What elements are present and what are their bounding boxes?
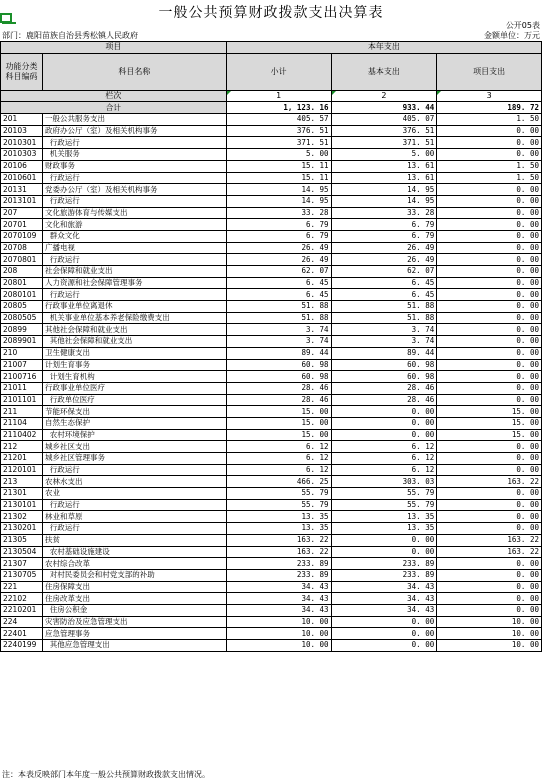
table-row: [1, 441, 542, 453]
table-row: [1, 114, 542, 126]
table-row: [1, 266, 542, 278]
row-subtotal: 62. 07: [226, 266, 331, 278]
row-basic: 14. 95: [331, 195, 437, 207]
table-row: [1, 324, 542, 336]
row-code: 2080101: [1, 289, 43, 301]
row-subtotal: 163. 22: [226, 534, 331, 546]
row-project: 1. 50: [437, 160, 542, 172]
row-subtotal: 34. 43: [226, 593, 331, 605]
row-project: 0. 00: [437, 242, 542, 254]
row-basic: 33. 28: [331, 207, 437, 219]
table-row: [1, 336, 542, 348]
row-project: 15. 00: [437, 417, 542, 429]
row-code: 20708: [1, 242, 43, 254]
row-name: 灾害防治及应急管理支出: [42, 616, 226, 628]
row-subtotal: 10. 00: [226, 616, 331, 628]
row-project: 0. 00: [437, 184, 542, 196]
row-project: 0. 00: [437, 254, 542, 266]
row-project: 0. 00: [437, 207, 542, 219]
row-basic: 13. 61: [331, 160, 437, 172]
row-subtotal: 6. 12: [226, 453, 331, 465]
row-code: 2089901: [1, 336, 43, 348]
table-row: [1, 394, 542, 406]
table-row: [1, 125, 542, 137]
row-subtotal: 15. 00: [226, 417, 331, 429]
row-subtotal: 3. 74: [226, 324, 331, 336]
row-basic: 6. 79: [331, 230, 437, 242]
row-subtotal: 15. 00: [226, 429, 331, 441]
row-name: 对村民委员会和村党支部的补助: [42, 569, 226, 581]
row-code: 2130101: [1, 499, 43, 511]
row-subtotal: 6. 45: [226, 289, 331, 301]
row-code: 20131: [1, 184, 43, 196]
row-project: 0. 00: [437, 336, 542, 348]
row-subtotal: 55. 79: [226, 488, 331, 500]
row-name: 城乡社区管理事务: [42, 453, 226, 465]
row-basic: 0. 00: [331, 546, 437, 558]
row-project: 0. 00: [437, 581, 542, 593]
row-code: 2130201: [1, 523, 43, 535]
row-project: 0. 00: [437, 359, 542, 371]
row-name: 行政运行: [42, 172, 226, 184]
table-row: [1, 230, 542, 242]
row-subtotal: 14. 95: [226, 184, 331, 196]
row-project: 0. 00: [437, 195, 542, 207]
row-subtotal: 6. 12: [226, 441, 331, 453]
row-project: 0. 00: [437, 312, 542, 324]
row-name: 党委办公厅（室）及相关机构事务: [42, 184, 226, 196]
row-name: 行政运行: [42, 289, 226, 301]
row-project: 0. 00: [437, 453, 542, 465]
table-row: [1, 604, 542, 616]
row-project: 0. 00: [437, 488, 542, 500]
row-code: 21301: [1, 488, 43, 500]
row-basic: 5. 00: [331, 149, 437, 161]
row-basic: 14. 95: [331, 184, 437, 196]
row-subtotal: 163. 22: [226, 546, 331, 558]
row-subtotal: 376. 51: [226, 125, 331, 137]
row-name: 机关事业单位基本养老保险缴费支出: [42, 312, 226, 324]
table-row: [1, 149, 542, 161]
row-project: 163. 22: [437, 546, 542, 558]
row-name: 政府办公厅（室）及相关机构事务: [42, 125, 226, 137]
table-row: [1, 546, 542, 558]
row-project: 0. 00: [437, 149, 542, 161]
row-name: 行政运行: [42, 464, 226, 476]
row-project: 0. 00: [437, 499, 542, 511]
row-code: 20805: [1, 301, 43, 313]
row-name: 林业和草原: [42, 511, 226, 523]
row-name: 一般公共服务支出: [42, 114, 226, 126]
table-row: [1, 628, 542, 640]
table-row: [1, 359, 542, 371]
row-code: 2080505: [1, 312, 43, 324]
row-code: 2010303: [1, 149, 43, 161]
row-name: 扶贫: [42, 534, 226, 546]
row-project: 0. 00: [437, 289, 542, 301]
row-code: 2013101: [1, 195, 43, 207]
row-basic: 26. 49: [331, 242, 437, 254]
row-project: 0. 00: [437, 394, 542, 406]
row-name: 文化旅游体育与传媒支出: [42, 207, 226, 219]
row-basic: 13. 61: [331, 172, 437, 184]
table-row: [1, 301, 542, 313]
row-project: 0. 00: [437, 604, 542, 616]
row-subtotal: 55. 79: [226, 499, 331, 511]
row-project: 0. 00: [437, 125, 542, 137]
row-subtotal: 26. 49: [226, 254, 331, 266]
row-basic: 51. 88: [331, 312, 437, 324]
row-basic: 62. 07: [331, 266, 437, 278]
row-subtotal: 10. 00: [226, 628, 331, 640]
row-name: 卫生健康支出: [42, 347, 226, 359]
row-project: 163. 22: [437, 534, 542, 546]
row-code: 21104: [1, 417, 43, 429]
row-subtotal: 28. 46: [226, 382, 331, 394]
total-project: 189. 72: [437, 102, 542, 114]
row-code: 21201: [1, 453, 43, 465]
row-basic: 405. 07: [331, 114, 437, 126]
row-code: 2070109: [1, 230, 43, 242]
table-row: [1, 406, 542, 418]
table-row: [1, 371, 542, 383]
row-subtotal: 5. 00: [226, 149, 331, 161]
table-row: [1, 242, 542, 254]
header-name: 科目名称: [42, 53, 226, 90]
row-subtotal: 28. 46: [226, 394, 331, 406]
row-project: 0. 00: [437, 137, 542, 149]
row-basic: 55. 79: [331, 499, 437, 511]
row-basic: 0. 00: [331, 628, 437, 640]
row-subtotal: 405. 57: [226, 114, 331, 126]
row-code: 2070801: [1, 254, 43, 266]
row-name: 人力资源和社会保障管理事务: [42, 277, 226, 289]
row-project: 10. 00: [437, 616, 542, 628]
row-code: 21307: [1, 558, 43, 570]
row-project: 15. 00: [437, 429, 542, 441]
total-subtotal: 1, 123. 16: [226, 102, 331, 114]
row-subtotal: 15. 11: [226, 172, 331, 184]
row-name: 住房保障支出: [42, 581, 226, 593]
header-project: 项目: [1, 42, 227, 54]
row-project: 1. 50: [437, 172, 542, 184]
row-name: 应急管理事务: [42, 628, 226, 640]
row-name: 群众文化: [42, 230, 226, 242]
row-name: 住房改革支出: [42, 593, 226, 605]
row-project: 0. 00: [437, 523, 542, 535]
row-subtotal: 6. 79: [226, 230, 331, 242]
row-code: 221: [1, 581, 43, 593]
row-name: 农业: [42, 488, 226, 500]
row-label: 栏次: [1, 90, 227, 102]
row-basic: 60. 98: [331, 371, 437, 383]
row-basic: 303. 03: [331, 476, 437, 488]
row-name: 社会保障和就业支出: [42, 266, 226, 278]
row-code: 2130705: [1, 569, 43, 581]
table-row: [1, 581, 542, 593]
row-code: 2100716: [1, 371, 43, 383]
row-code: 2120101: [1, 464, 43, 476]
row-basic: 6. 12: [331, 441, 437, 453]
row-code: 2240199: [1, 640, 43, 652]
table-row: [1, 289, 542, 301]
table-row: [1, 382, 542, 394]
table-row: [1, 137, 542, 149]
table-row: [1, 511, 542, 523]
report-title: 一般公共预算财政拨款支出决算表: [158, 5, 384, 21]
header-code: 功能分类科目编码: [1, 53, 43, 90]
row-basic: 13. 35: [331, 511, 437, 523]
row-basic: 6. 79: [331, 219, 437, 231]
row-name: 计划生育机构: [42, 371, 226, 383]
row-code: 211: [1, 406, 43, 418]
form-number: 公开05表: [505, 21, 540, 30]
row-subtotal: 371. 51: [226, 137, 331, 149]
row-name: 其他应急管理支出: [42, 640, 226, 652]
department-label: 部门：鹿阳苗族自治县秀松镇人民政府: [2, 31, 138, 40]
row-subtotal: 51. 88: [226, 301, 331, 313]
row-subtotal: 233. 89: [226, 558, 331, 570]
row-code: 20801: [1, 277, 43, 289]
table-row: [1, 476, 542, 488]
row-project: 0. 00: [437, 382, 542, 394]
row-basic: 0. 00: [331, 417, 437, 429]
row-basic: 89. 44: [331, 347, 437, 359]
row-basic: 13. 35: [331, 523, 437, 535]
table-row: [1, 499, 542, 511]
table-row: [1, 417, 542, 429]
row-basic: 55. 79: [331, 488, 437, 500]
row-name: 住房公积金: [42, 604, 226, 616]
table-row: [1, 523, 542, 535]
row-code: 2101101: [1, 394, 43, 406]
header-proj: 项目支出: [437, 53, 542, 90]
row-basic: 0. 00: [331, 640, 437, 652]
row-subtotal: 14. 95: [226, 195, 331, 207]
col-index-2: 2: [331, 90, 437, 102]
row-code: 20701: [1, 219, 43, 231]
row-basic: 371. 51: [331, 137, 437, 149]
row-basic: 233. 89: [331, 569, 437, 581]
table-row: [1, 254, 542, 266]
table-row: [1, 219, 542, 231]
row-project: 163. 22: [437, 476, 542, 488]
row-project: 15. 00: [437, 406, 542, 418]
row-name: 行政运行: [42, 137, 226, 149]
row-subtotal: 51. 88: [226, 312, 331, 324]
row-project: 0. 00: [437, 569, 542, 581]
row-name: 行政运行: [42, 523, 226, 535]
row-subtotal: 34. 43: [226, 581, 331, 593]
table-row: [1, 184, 542, 196]
row-code: 208: [1, 266, 43, 278]
table-row: [1, 640, 542, 652]
row-subtotal: 10. 00: [226, 640, 331, 652]
table-row: [1, 172, 542, 184]
table-row: [1, 160, 542, 172]
row-project: 0. 00: [437, 371, 542, 383]
unit-label: 金额单位：万元: [484, 31, 540, 40]
table-row: [1, 207, 542, 219]
row-subtotal: 13. 35: [226, 523, 331, 535]
row-basic: 34. 43: [331, 581, 437, 593]
row-name: 城乡社区支出: [42, 441, 226, 453]
row-code: 212: [1, 441, 43, 453]
row-subtotal: 26. 49: [226, 242, 331, 254]
row-name: 农村环境保护: [42, 429, 226, 441]
row-project: 10. 00: [437, 640, 542, 652]
table-row: [1, 429, 542, 441]
row-name: 行政事业单位医疗: [42, 382, 226, 394]
row-name: 行政运行: [42, 499, 226, 511]
row-basic: 60. 98: [331, 359, 437, 371]
row-subtotal: 6. 79: [226, 219, 331, 231]
row-subtotal: 34. 43: [226, 604, 331, 616]
row-project: 0. 00: [437, 441, 542, 453]
col-index-1: 1: [226, 90, 331, 102]
table-row: [1, 534, 542, 546]
row-name: 行政单位医疗: [42, 394, 226, 406]
row-subtotal: 60. 98: [226, 359, 331, 371]
row-basic: 6. 12: [331, 453, 437, 465]
table-row: [1, 453, 542, 465]
row-project: 0. 00: [437, 593, 542, 605]
row-basic: 26. 49: [331, 254, 437, 266]
row-subtotal: 15. 00: [226, 406, 331, 418]
row-subtotal: 13. 35: [226, 511, 331, 523]
total-basic: 933. 44: [331, 102, 437, 114]
row-basic: 34. 43: [331, 604, 437, 616]
row-name: 财政事务: [42, 160, 226, 172]
row-code: 2010301: [1, 137, 43, 149]
table-row: [1, 593, 542, 605]
row-project: 0. 00: [437, 219, 542, 231]
row-subtotal: 466. 25: [226, 476, 331, 488]
row-project: 0. 00: [437, 301, 542, 313]
row-name: 机关服务: [42, 149, 226, 161]
table-row: [1, 277, 542, 289]
row-code: 2110402: [1, 429, 43, 441]
table-row: [1, 488, 542, 500]
row-name: 农村基础设施建设: [42, 546, 226, 558]
row-code: 2210201: [1, 604, 43, 616]
col-index-3: 3: [437, 90, 542, 102]
header-subtotal: 小计: [226, 53, 331, 90]
row-project: 0. 00: [437, 511, 542, 523]
row-basic: 6. 45: [331, 277, 437, 289]
table-row: [1, 195, 542, 207]
row-code: 201: [1, 114, 43, 126]
row-subtotal: 233. 89: [226, 569, 331, 581]
row-basic: 34. 43: [331, 593, 437, 605]
row-project: 0. 00: [437, 347, 542, 359]
row-basic: 51. 88: [331, 301, 437, 313]
row-code: 224: [1, 616, 43, 628]
table-row: [1, 558, 542, 570]
row-name: 计划生育事务: [42, 359, 226, 371]
table-row: [1, 569, 542, 581]
row-code: 20106: [1, 160, 43, 172]
row-code: 21302: [1, 511, 43, 523]
row-basic: 6. 12: [331, 464, 437, 476]
selection-underline-icon: [2, 22, 16, 24]
row-subtotal: 60. 98: [226, 371, 331, 383]
row-basic: 0. 00: [331, 406, 437, 418]
row-code: 213: [1, 476, 43, 488]
row-basic: 233. 89: [331, 558, 437, 570]
row-code: 207: [1, 207, 43, 219]
row-subtotal: 6. 45: [226, 277, 331, 289]
row-code: 21007: [1, 359, 43, 371]
row-basic: 28. 46: [331, 394, 437, 406]
row-code: 210: [1, 347, 43, 359]
row-basic: 0. 00: [331, 429, 437, 441]
row-name: 其他社会保障和就业支出: [42, 336, 226, 348]
footnote: 注：本表反映部门本年度一般公共预算财政拨款支出情况。: [2, 770, 210, 779]
row-project: 10. 00: [437, 628, 542, 640]
row-code: 20899: [1, 324, 43, 336]
row-basic: 0. 00: [331, 616, 437, 628]
row-subtotal: 89. 44: [226, 347, 331, 359]
row-subtotal: 33. 28: [226, 207, 331, 219]
row-name: 节能环保支出: [42, 406, 226, 418]
row-name: 农林水支出: [42, 476, 226, 488]
header-current-year: 本年支出: [226, 42, 541, 54]
row-name: 农村综合改革: [42, 558, 226, 570]
row-code: 21305: [1, 534, 43, 546]
row-code: 20103: [1, 125, 43, 137]
row-project: 0. 00: [437, 324, 542, 336]
table-row: [1, 464, 542, 476]
row-subtotal: 3. 74: [226, 336, 331, 348]
row-name: 行政运行: [42, 195, 226, 207]
row-project: 0. 00: [437, 230, 542, 242]
row-project: 0. 00: [437, 277, 542, 289]
row-basic: 0. 00: [331, 534, 437, 546]
row-name: 文化和旅游: [42, 219, 226, 231]
total-label: 合计: [1, 102, 227, 114]
expenditure-table: [0, 41, 542, 652]
table-row: [1, 312, 542, 324]
table-row: [1, 347, 542, 359]
row-name: 其他社会保障和就业支出: [42, 324, 226, 336]
row-basic: 3. 74: [331, 336, 437, 348]
row-basic: 376. 51: [331, 125, 437, 137]
row-name: 行政运行: [42, 254, 226, 266]
row-code: 2010601: [1, 172, 43, 184]
row-project: 0. 00: [437, 558, 542, 570]
header-basic: 基本支出: [331, 53, 437, 90]
row-name: 行政事业单位离退休: [42, 301, 226, 313]
row-basic: 6. 45: [331, 289, 437, 301]
row-basic: 3. 74: [331, 324, 437, 336]
row-name: 自然生态保护: [42, 417, 226, 429]
row-project: 1. 50: [437, 114, 542, 126]
table-row: [1, 616, 542, 628]
row-subtotal: 6. 12: [226, 464, 331, 476]
row-project: 0. 00: [437, 266, 542, 278]
row-code: 2130504: [1, 546, 43, 558]
row-code: 22401: [1, 628, 43, 640]
row-basic: 28. 46: [331, 382, 437, 394]
row-subtotal: 15. 11: [226, 160, 331, 172]
row-name: 广播电视: [42, 242, 226, 254]
row-code: 22102: [1, 593, 43, 605]
row-code: 21011: [1, 382, 43, 394]
row-project: 0. 00: [437, 464, 542, 476]
